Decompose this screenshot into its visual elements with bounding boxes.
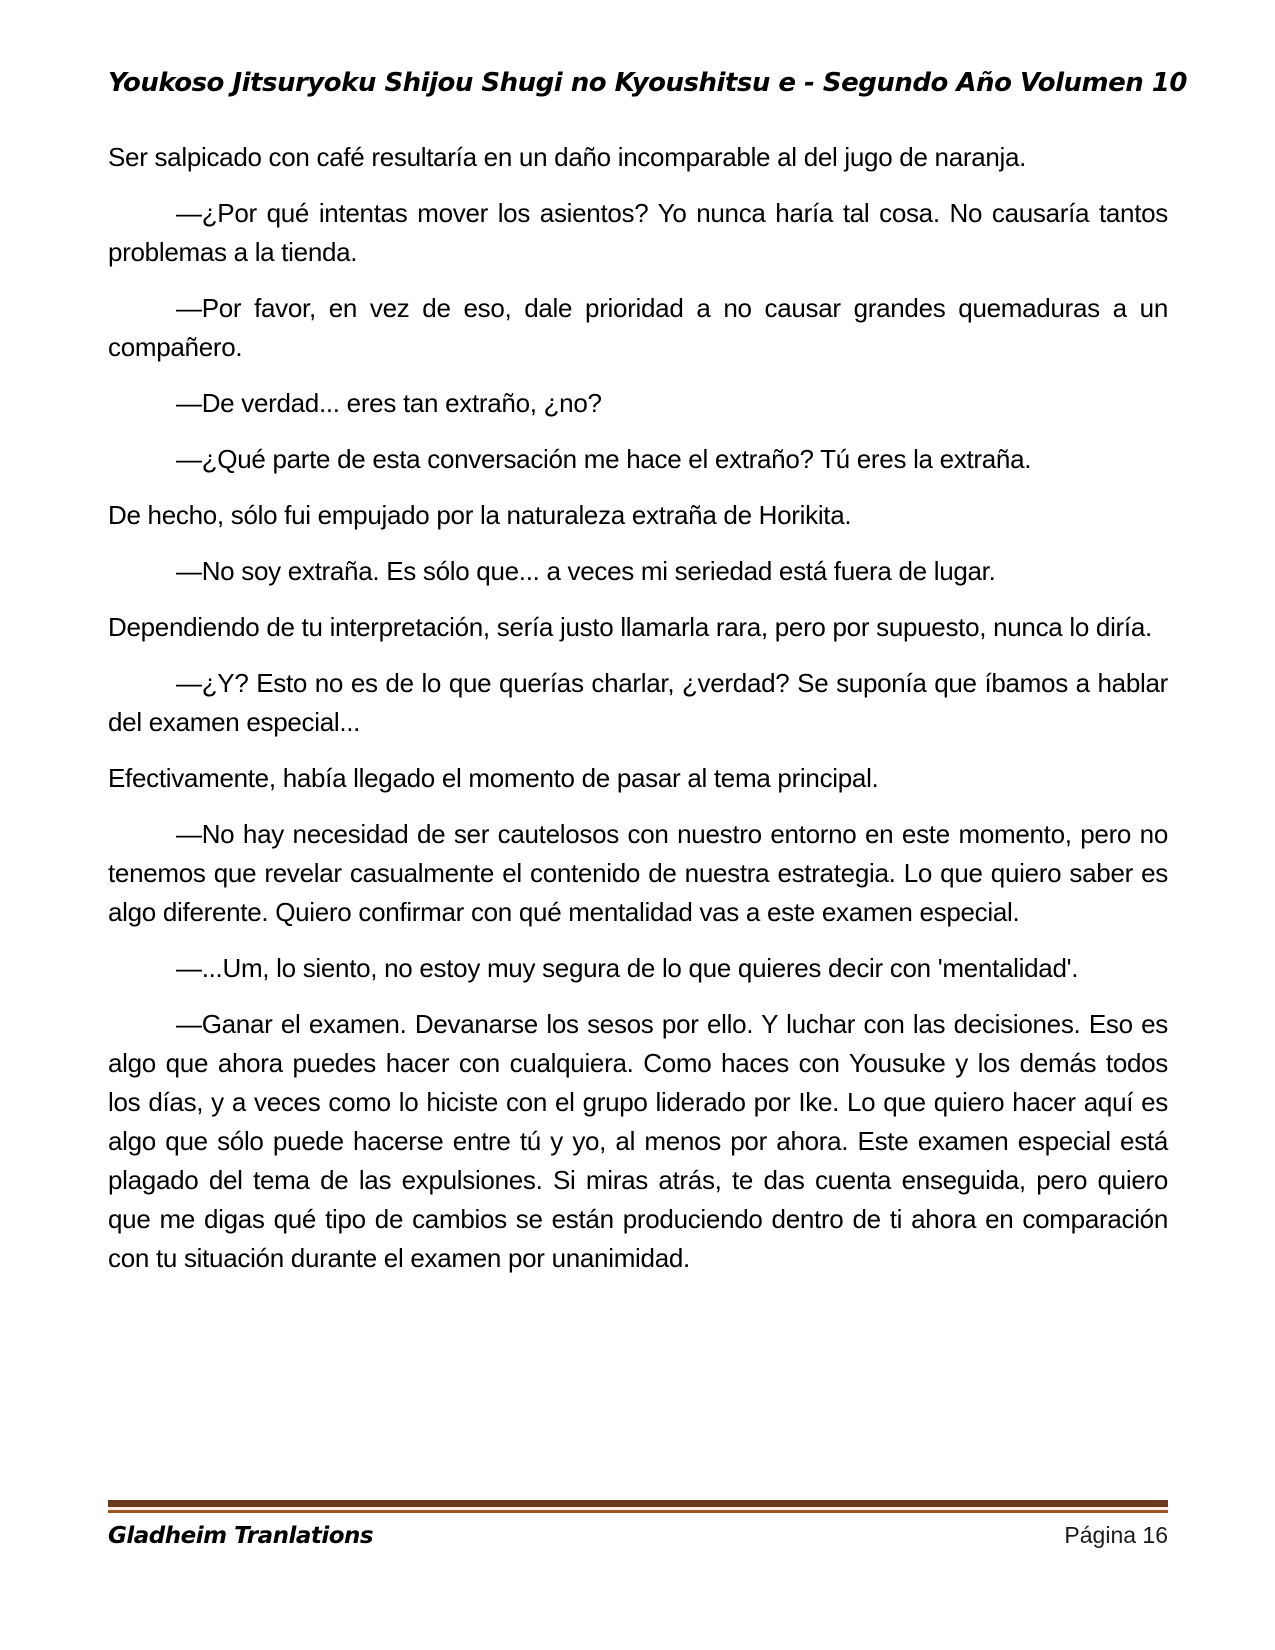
body-paragraphs <box>108 138 1168 1295</box>
footer-divider-rule <box>108 1500 1168 1513</box>
paragraph: De hecho, sólo fui empujado por la naturaleza extraña de Horikita. <box>108 500 852 530</box>
paragraph: —¿Qué parte de esta conversación me hace el extraño? Tú eres la extraña. <box>176 444 1032 474</box>
paragraph: —Ganar el examen. Devanarse los sesos por ello. Y luchar con las decisiones. Eso es algo que ahora puedes hacer con cualquiera. Como haces con Yousuke y los demás todos los días, y a veces como lo hiciste con el grupo liderado por Ike. Lo que quiero hacer aquí es algo que sólo puede hacerse entre tú y yo, al menos por ahora. Este examen especial está plagado del tema de las expulsiones. Si miras atrás, te das cuenta enseguida, pero quiero que me digas qué tipo de cambios se están produciendo dentro de ti ahora en comparación con tu situación durante el examen por unanimidad. <box>108 1009 1168 1273</box>
page-footer <box>108 1500 1168 1549</box>
paragraph: —...Um, lo siento, no estoy muy segura de lo que quieres decir con 'mentalidad'. <box>176 953 1079 983</box>
footer-row <box>108 1522 1168 1549</box>
paragraph: Ser salpicado con café resultaría en un daño incomparable al del jugo de naranja. <box>108 142 1027 172</box>
paragraph: —De verdad... eres tan extraño, ¿no? <box>176 388 602 418</box>
paragraph: Efectivamente, había llegado el momento de pasar al tema principal. <box>108 763 879 793</box>
page-header <box>108 68 1187 98</box>
paragraph: —No soy extraña. Es sólo que... a veces mi seriedad está fuera de lugar. <box>176 556 996 586</box>
document-title: Youkoso Jitsuryoku Shijou Shugi no Kyoushitsu e - Segundo Año Volumen 10 <box>108 68 1187 98</box>
paragraph: —¿Por qué intentas mover los asientos? Yo nunca haría tal cosa. No causaría tantos problemas a la tienda. <box>108 198 1168 267</box>
paragraph: Dependiendo de tu interpretación, sería justo llamarla rara, pero por supuesto, nunca lo diría. <box>108 612 1152 642</box>
paragraph: —Por favor, en vez de eso, dale prioridad a no causar grandes quemaduras a un compañero. <box>108 293 1168 362</box>
paragraph: —¿Y? Esto no es de lo que querías charlar, ¿verdad? Se suponía que íbamos a hablar del examen especial... <box>108 668 1168 737</box>
paragraph: —No hay necesidad de ser cautelosos con nuestro entorno en este momento, pero no tenemos que revelar casualmente el contenido de nuestra estrategia. Lo que quiero saber es algo diferente. Quiero confirmar con qué mentalidad vas a este examen especial. <box>108 819 1168 927</box>
page-number: Página 16 <box>1064 1522 1168 1548</box>
translator-credit: Gladheim Tranlations <box>108 1523 374 1549</box>
